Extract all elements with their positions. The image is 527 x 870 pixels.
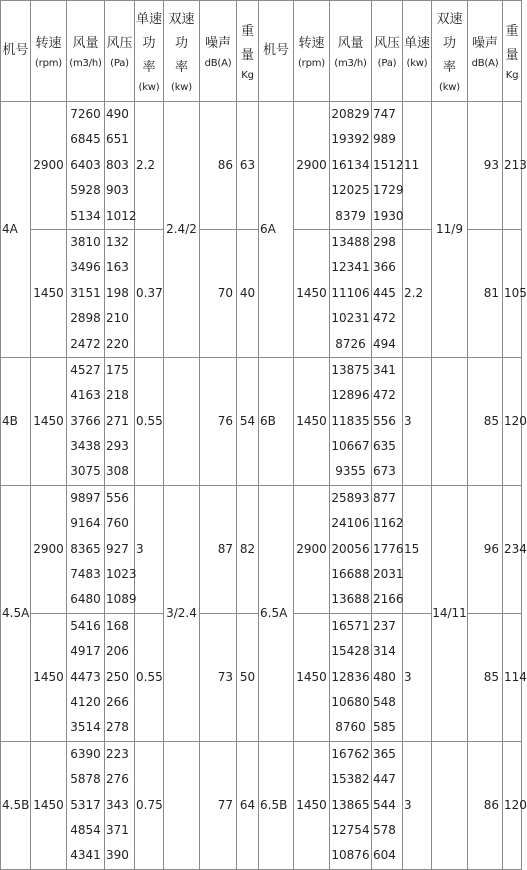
noise-cell: 77 (200, 741, 237, 869)
model-cell: 6.5B (259, 741, 294, 869)
airflow-value: 13488 (331, 234, 370, 249)
model-cell: 6B (259, 357, 294, 485)
pressure-value: 548 (373, 694, 396, 709)
column-header-unit: dB(A) (471, 57, 499, 69)
pressure-value: 206 (106, 644, 129, 659)
pressure-value: 168 (106, 618, 129, 633)
column-header (503, 1, 522, 102)
weight-cell: 63 (237, 102, 259, 230)
airflow-value: 2472 (70, 336, 101, 351)
airflow-value: 25893 (331, 490, 370, 505)
pressure-value: 445 (373, 285, 396, 300)
column-header-unit: (rpm) (297, 57, 325, 69)
single-speed-power-cell: 15 (403, 485, 432, 613)
pressure-value: 651 (106, 132, 129, 147)
pressure-value: 293 (106, 439, 129, 454)
airflow-value: 6480 (70, 592, 101, 607)
pressure-value: 163 (106, 260, 129, 275)
airflow-value: 3151 (70, 285, 101, 300)
column-header-line: 功 (142, 35, 156, 51)
airflow-value: 4917 (70, 644, 101, 659)
airflow-value: 10680 (331, 694, 370, 709)
airflow-cell (330, 102, 372, 230)
dual-speed-power-cell: 11/9 (432, 102, 468, 358)
single-speed-power-cell: 2.2 (135, 102, 164, 230)
airflow-value: 6845 (70, 132, 101, 147)
single-speed-power-cell: 3 (403, 613, 432, 741)
airflow-value: 12836 (331, 669, 370, 684)
dual-speed-power-cell (164, 357, 200, 485)
column-header (164, 1, 200, 102)
airflow-cell (67, 741, 105, 869)
airflow-value: 10667 (331, 439, 370, 454)
weight-cell: 114 (503, 613, 522, 741)
airflow-value: 13875 (331, 362, 370, 377)
rpm-cell: 1450 (294, 229, 330, 357)
rpm-cell: 1450 (31, 229, 67, 357)
noise-cell: 93 (468, 102, 503, 230)
airflow-cell (67, 613, 105, 741)
column-header-line: 转速 (35, 35, 62, 51)
pressure-cell (372, 485, 403, 613)
rpm-cell: 1450 (294, 357, 330, 485)
column-header-line: 风压 (373, 35, 400, 51)
airflow-value: 4341 (70, 848, 101, 863)
column-header-line: 功 (174, 35, 188, 51)
column-header-line: 风量 (72, 35, 99, 51)
column-header-line: 机号 (262, 43, 289, 58)
airflow-value: 20829 (331, 107, 370, 121)
rpm-cell: 1450 (31, 357, 67, 485)
pressure-value: 308 (106, 464, 129, 479)
spec-row (1, 741, 522, 869)
single-speed-power-cell: 11 (403, 102, 432, 230)
airflow-value: 7260 (70, 107, 101, 121)
rpm-cell: 2900 (294, 102, 330, 230)
pressure-value: 1930 (373, 208, 404, 223)
column-header-unit: (Pa) (110, 57, 129, 69)
pressure-value: 278 (106, 720, 129, 735)
pressure-value: 578 (373, 822, 396, 837)
airflow-value: 16688 (331, 567, 370, 582)
model-cell: 4.5A (1, 485, 31, 741)
header-row (1, 1, 522, 102)
airflow-value: 3438 (70, 439, 101, 454)
airflow-value: 8365 (70, 541, 101, 556)
pressure-cell (105, 102, 135, 230)
column-header (330, 1, 372, 102)
dual-speed-power-cell: 2.4/2 (164, 102, 200, 358)
pressure-cell (372, 229, 403, 357)
pressure-value: 480 (373, 669, 396, 684)
pressure-value: 604 (373, 848, 396, 863)
airflow-value: 8726 (335, 336, 366, 351)
airflow-value: 16762 (331, 746, 370, 761)
pressure-value: 276 (106, 772, 129, 787)
noise-cell: 86 (468, 741, 503, 869)
pressure-value: 250 (106, 669, 129, 684)
airflow-value: 12896 (331, 388, 370, 403)
weight-cell: 40 (237, 229, 259, 357)
pressure-value: 494 (373, 336, 396, 351)
pressure-value: 132 (106, 234, 129, 249)
airflow-value: 4120 (70, 694, 101, 709)
column-header-unit: Kg (505, 69, 519, 81)
weight-cell: 50 (237, 613, 259, 741)
rpm-cell: 2900 (31, 102, 67, 230)
airflow-value: 12754 (331, 822, 370, 837)
pressure-value: 635 (373, 439, 396, 454)
column-header (294, 1, 330, 102)
spec-row (1, 102, 522, 230)
weight-cell: 64 (237, 741, 259, 869)
airflow-value: 10231 (331, 311, 370, 326)
column-header-line: 单速 (403, 35, 430, 51)
pressure-value: 314 (373, 644, 396, 659)
single-speed-power-cell: 0.55 (135, 357, 164, 485)
pressure-cell (105, 357, 135, 485)
dual-speed-power-cell (432, 357, 468, 485)
weight-cell: 120 (503, 357, 522, 485)
dual-speed-power-cell (164, 741, 200, 869)
pressure-value: 472 (373, 311, 396, 326)
weight-cell: 82 (237, 485, 259, 613)
column-header (1, 1, 31, 102)
airflow-value: 6390 (70, 746, 101, 761)
pressure-value: 877 (373, 490, 396, 505)
single-speed-power-cell: 3 (403, 357, 432, 485)
pressure-value: 585 (373, 720, 396, 735)
pressure-value: 220 (106, 336, 129, 351)
column-header (432, 1, 468, 102)
pressure-value: 210 (106, 311, 129, 326)
column-header-line: 噪声 (204, 35, 231, 51)
airflow-value: 5928 (70, 183, 101, 198)
airflow-value: 4473 (70, 669, 101, 684)
airflow-value: 3810 (70, 234, 101, 249)
pressure-value: 556 (106, 490, 129, 505)
weight-cell: 105 (503, 229, 522, 357)
column-header-line: 双速 (436, 11, 463, 27)
column-header-line: 噪声 (471, 35, 498, 51)
airflow-cell (67, 229, 105, 357)
weight-cell: 54 (237, 357, 259, 485)
pressure-value: 271 (106, 413, 129, 428)
pressure-value: 365 (373, 746, 396, 761)
pressure-value: 1089 (106, 592, 137, 607)
pressure-value: 447 (373, 772, 396, 787)
column-header-line: 率 (142, 59, 156, 75)
airflow-value: 5134 (70, 208, 101, 223)
column-header (468, 1, 503, 102)
spec-row (1, 485, 522, 613)
column-header-unit: (kw) (138, 81, 160, 93)
column-header (105, 1, 135, 102)
airflow-cell (330, 613, 372, 741)
airflow-value: 13865 (331, 797, 370, 812)
airflow-value: 9355 (335, 464, 366, 479)
rpm-cell: 1450 (294, 741, 330, 869)
airflow-value: 4854 (70, 822, 101, 837)
airflow-value: 24106 (331, 516, 370, 531)
single-speed-power-cell: 2.2 (403, 229, 432, 357)
pressure-value: 2166 (373, 592, 404, 607)
column-header-unit: (kw) (171, 81, 192, 93)
noise-cell: 70 (200, 229, 237, 357)
airflow-value: 3514 (70, 720, 101, 735)
column-header-line: 量 (240, 47, 254, 63)
column-header-line: 率 (174, 59, 188, 75)
column-header-unit: (Pa) (377, 57, 397, 69)
noise-cell: 87 (200, 485, 237, 613)
column-header-unit: (kw) (439, 81, 460, 93)
column-header-unit: dB(A) (204, 57, 232, 69)
airflow-cell (67, 357, 105, 485)
airflow-cell (330, 485, 372, 613)
airflow-value: 6403 (70, 157, 101, 172)
dual-speed-power-cell: 3/2.4 (164, 485, 200, 741)
airflow-value: 7483 (70, 567, 101, 582)
pressure-cell (105, 613, 135, 741)
noise-cell: 73 (200, 613, 237, 741)
pressure-value: 673 (373, 464, 396, 479)
airflow-value: 11106 (331, 285, 370, 300)
model-cell: 4B (1, 357, 31, 485)
airflow-cell (67, 485, 105, 613)
dual-speed-power-cell (432, 741, 468, 869)
noise-cell: 76 (200, 357, 237, 485)
dual-speed-power-cell: 14/11 (432, 485, 468, 741)
pressure-value: 1012 (106, 208, 137, 223)
pressure-value: 198 (106, 285, 129, 300)
pressure-cell (372, 741, 403, 869)
weight-cell: 120 (503, 741, 522, 869)
pressure-value: 1023 (106, 567, 137, 582)
pressure-value: 341 (373, 362, 396, 377)
airflow-value: 4163 (70, 388, 101, 403)
pressure-cell (372, 102, 403, 230)
pressure-cell (372, 357, 403, 485)
airflow-value: 19392 (331, 132, 370, 147)
airflow-cell (330, 741, 372, 869)
pressure-value: 472 (373, 388, 396, 403)
column-header-line: 率 (442, 59, 456, 75)
airflow-value: 3766 (70, 413, 101, 428)
column-header-line: 重 (505, 23, 519, 39)
pressure-value: 1512 (373, 157, 404, 172)
noise-cell: 85 (468, 357, 503, 485)
noise-cell: 81 (468, 229, 503, 357)
noise-cell: 86 (200, 102, 237, 230)
airflow-cell (330, 229, 372, 357)
airflow-value: 20056 (331, 541, 370, 556)
model-cell: 6.5A (259, 485, 294, 741)
single-speed-power-cell: 3 (135, 485, 164, 613)
model-cell: 6A (259, 102, 294, 358)
column-header (403, 1, 432, 102)
column-header-unit: (kw) (406, 57, 428, 69)
pressure-value: 218 (106, 388, 129, 403)
airflow-value: 15382 (331, 772, 370, 787)
column-header (259, 1, 294, 102)
rpm-cell: 2900 (294, 485, 330, 613)
airflow-cell (330, 357, 372, 485)
pressure-value: 803 (106, 157, 129, 172)
weight-cell: 213 (503, 102, 522, 230)
pressure-cell (105, 485, 135, 613)
pressure-value: 1776 (373, 541, 404, 556)
column-header-line: 功 (442, 35, 456, 51)
airflow-value: 5878 (70, 772, 101, 787)
pressure-value: 760 (106, 516, 129, 531)
pressure-value: 266 (106, 694, 129, 709)
column-header (372, 1, 403, 102)
airflow-value: 12025 (331, 183, 370, 198)
noise-cell: 96 (468, 485, 503, 613)
pressure-value: 343 (106, 797, 129, 812)
airflow-value: 16134 (331, 157, 370, 172)
pressure-value: 927 (106, 541, 129, 556)
airflow-value: 8379 (335, 208, 366, 223)
airflow-value: 13688 (331, 592, 370, 607)
pressure-value: 2031 (373, 567, 404, 582)
column-header-unit: (m3/h) (334, 57, 367, 69)
airflow-value: 8760 (335, 720, 366, 735)
pressure-value: 1162 (373, 516, 404, 531)
rpm-cell: 1450 (31, 741, 67, 869)
column-header-line: 单速 (135, 11, 162, 27)
pressure-value: 237 (373, 618, 396, 633)
airflow-value: 4527 (70, 362, 101, 377)
column-header (135, 1, 164, 102)
pressure-value: 298 (373, 234, 396, 249)
pressure-value: 223 (106, 746, 129, 761)
single-speed-power-cell: 0.55 (135, 613, 164, 741)
weight-cell: 234 (503, 485, 522, 613)
pressure-value: 490 (106, 107, 129, 121)
pressure-value: 747 (373, 107, 396, 121)
column-header-line: 机号 (2, 43, 29, 58)
airflow-value: 16571 (331, 618, 370, 633)
single-speed-power-cell: 0.75 (135, 741, 164, 869)
model-cell: 4A (1, 102, 31, 358)
pressure-value: 903 (106, 183, 129, 198)
pressure-value: 390 (106, 848, 129, 863)
column-header (200, 1, 237, 102)
pressure-value: 175 (106, 362, 129, 377)
airflow-value: 3496 (70, 260, 101, 275)
pressure-cell (105, 229, 135, 357)
column-header-line: 量 (505, 47, 519, 63)
model-cell: 4.5B (1, 741, 31, 869)
column-header-line: 风压 (106, 35, 133, 51)
column-header (31, 1, 67, 102)
pressure-cell (372, 613, 403, 741)
column-header-line: 重 (240, 23, 254, 39)
airflow-value: 2898 (70, 311, 101, 326)
column-header-line: 风量 (337, 35, 364, 51)
rpm-cell: 2900 (31, 485, 67, 613)
single-speed-power-cell: 0.37 (135, 229, 164, 357)
column-header-unit: (rpm) (34, 57, 62, 69)
airflow-value: 5416 (70, 618, 101, 633)
column-header (237, 1, 259, 102)
pressure-value: 1729 (373, 183, 404, 198)
airflow-value: 12341 (331, 260, 370, 275)
column-header-unit: Kg (241, 69, 254, 81)
pressure-value: 544 (373, 797, 396, 812)
airflow-value: 5317 (70, 797, 101, 812)
airflow-cell (67, 102, 105, 230)
table-body (1, 102, 527, 870)
column-header-line: 转速 (298, 35, 325, 51)
pressure-value: 366 (373, 260, 396, 275)
airflow-value: 10876 (331, 848, 370, 863)
column-header (67, 1, 105, 102)
single-speed-power-cell: 3 (403, 741, 432, 869)
airflow-value: 9897 (70, 490, 101, 505)
pressure-value: 556 (373, 413, 396, 428)
airflow-value: 15428 (331, 644, 370, 659)
column-header-unit: (m3/h) (69, 57, 102, 69)
airflow-value: 3075 (70, 464, 101, 479)
spec-row (1, 357, 522, 485)
column-header-line: 双速 (168, 11, 195, 27)
rpm-cell: 1450 (294, 613, 330, 741)
airflow-value: 9164 (70, 516, 101, 531)
noise-cell: 85 (468, 613, 503, 741)
pressure-value: 371 (106, 822, 129, 837)
pressure-value: 989 (373, 132, 396, 147)
pressure-cell (105, 741, 135, 869)
rpm-cell: 1450 (31, 613, 67, 741)
airflow-value: 11835 (331, 413, 370, 428)
